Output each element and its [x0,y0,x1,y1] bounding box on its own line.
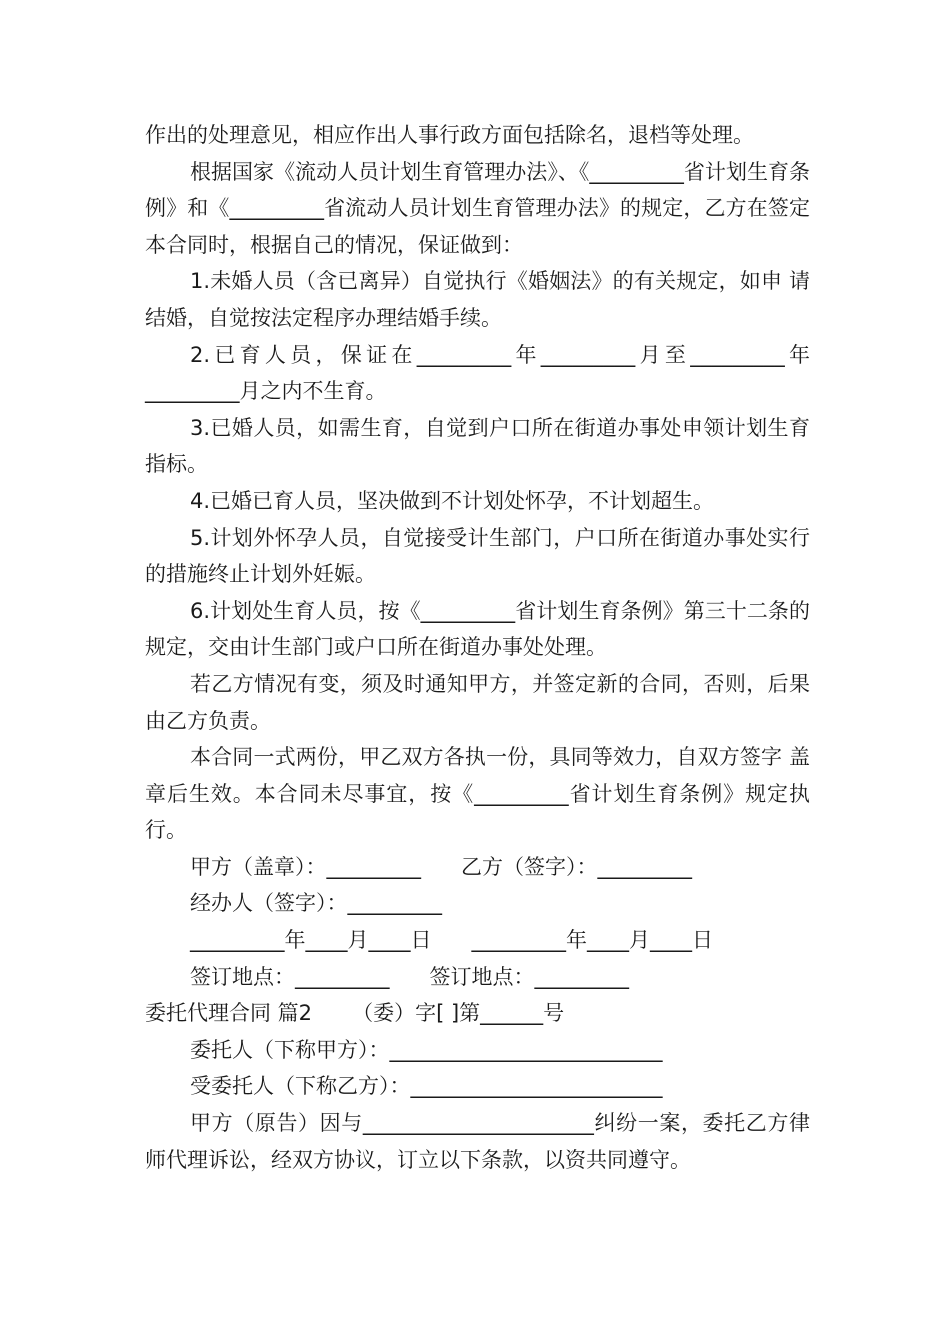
signature-line-handler: 经办人（签字）：_________ [190,891,442,916]
signature-line-parties: 甲方（盖章）：_________ 乙方（签字）：_________ [190,854,693,879]
paragraph: 本合同一式两份，甲乙双方各执一份，具同等效力，自双方签字 盖章后生效。本合同未尽事宜，按《_________省计划生育条例》规定执行。 [145,745,810,843]
paragraph: 作出的处理意见，相应作出人事行政方面包括除名，退档等处理。 [145,123,754,147]
list-item: 2.已育人员，保证在_________年_________月至_________年_________月之内不生育。 [145,342,810,404]
paragraph: 若乙方情况有变，须及时通知甲方，并签定新的合同，否则，后果由乙方负责。 [145,671,810,733]
signature-line-dates: _________年____月____日 _________年____月____日 [190,928,714,953]
list-item: 6.计划处生育人员，按《_________省计划生育条例》第三十二条的规定，交由计生部门或户口所在街道办事处处理。 [145,598,810,660]
signature-line-places: 签订地点：_________ 签订地点：_________ [190,964,630,989]
paragraph: 根据国家《流动人员计划生育管理办法》、《_________省计划生育条例》和《_________省流动人员计划生育管理办法》的规定，乙方在签定本合同时，根据自己的情况，保证做到： [145,159,810,257]
list-item: 3.已婚人员，如需生育，自觉到户口所在街道办事处申领计划生育指标。 [145,415,810,477]
agent-line: 受委托人（下称乙方）：________________________ [190,1074,663,1099]
document-body [145,117,810,1178]
paragraph: 甲方（原告）因与______________________纠纷一案，委托乙方律师代理诉讼，经双方协议，订立以下条款，以资共同遵守。 [145,1111,810,1172]
list-item: 4.已婚已育人员，坚决做到不计划处怀孕，不计划超生。 [190,488,715,513]
client-line: 委托人（下称甲方）：__________________________ [190,1037,663,1062]
section-title: 委托代理合同 篇2 （委）字[ ]第______号 [145,1001,565,1026]
list-item: 1.未婚人员（含已离异）自觉执行《婚姻法》的有关规定，如申 请结婚，自觉按法定程序办理结婚手续。 [145,269,810,330]
list-item: 5.计划外怀孕人员，自觉接受计生部门，户口所在街道办事处实行的措施终止计划外妊娠。 [145,525,810,587]
